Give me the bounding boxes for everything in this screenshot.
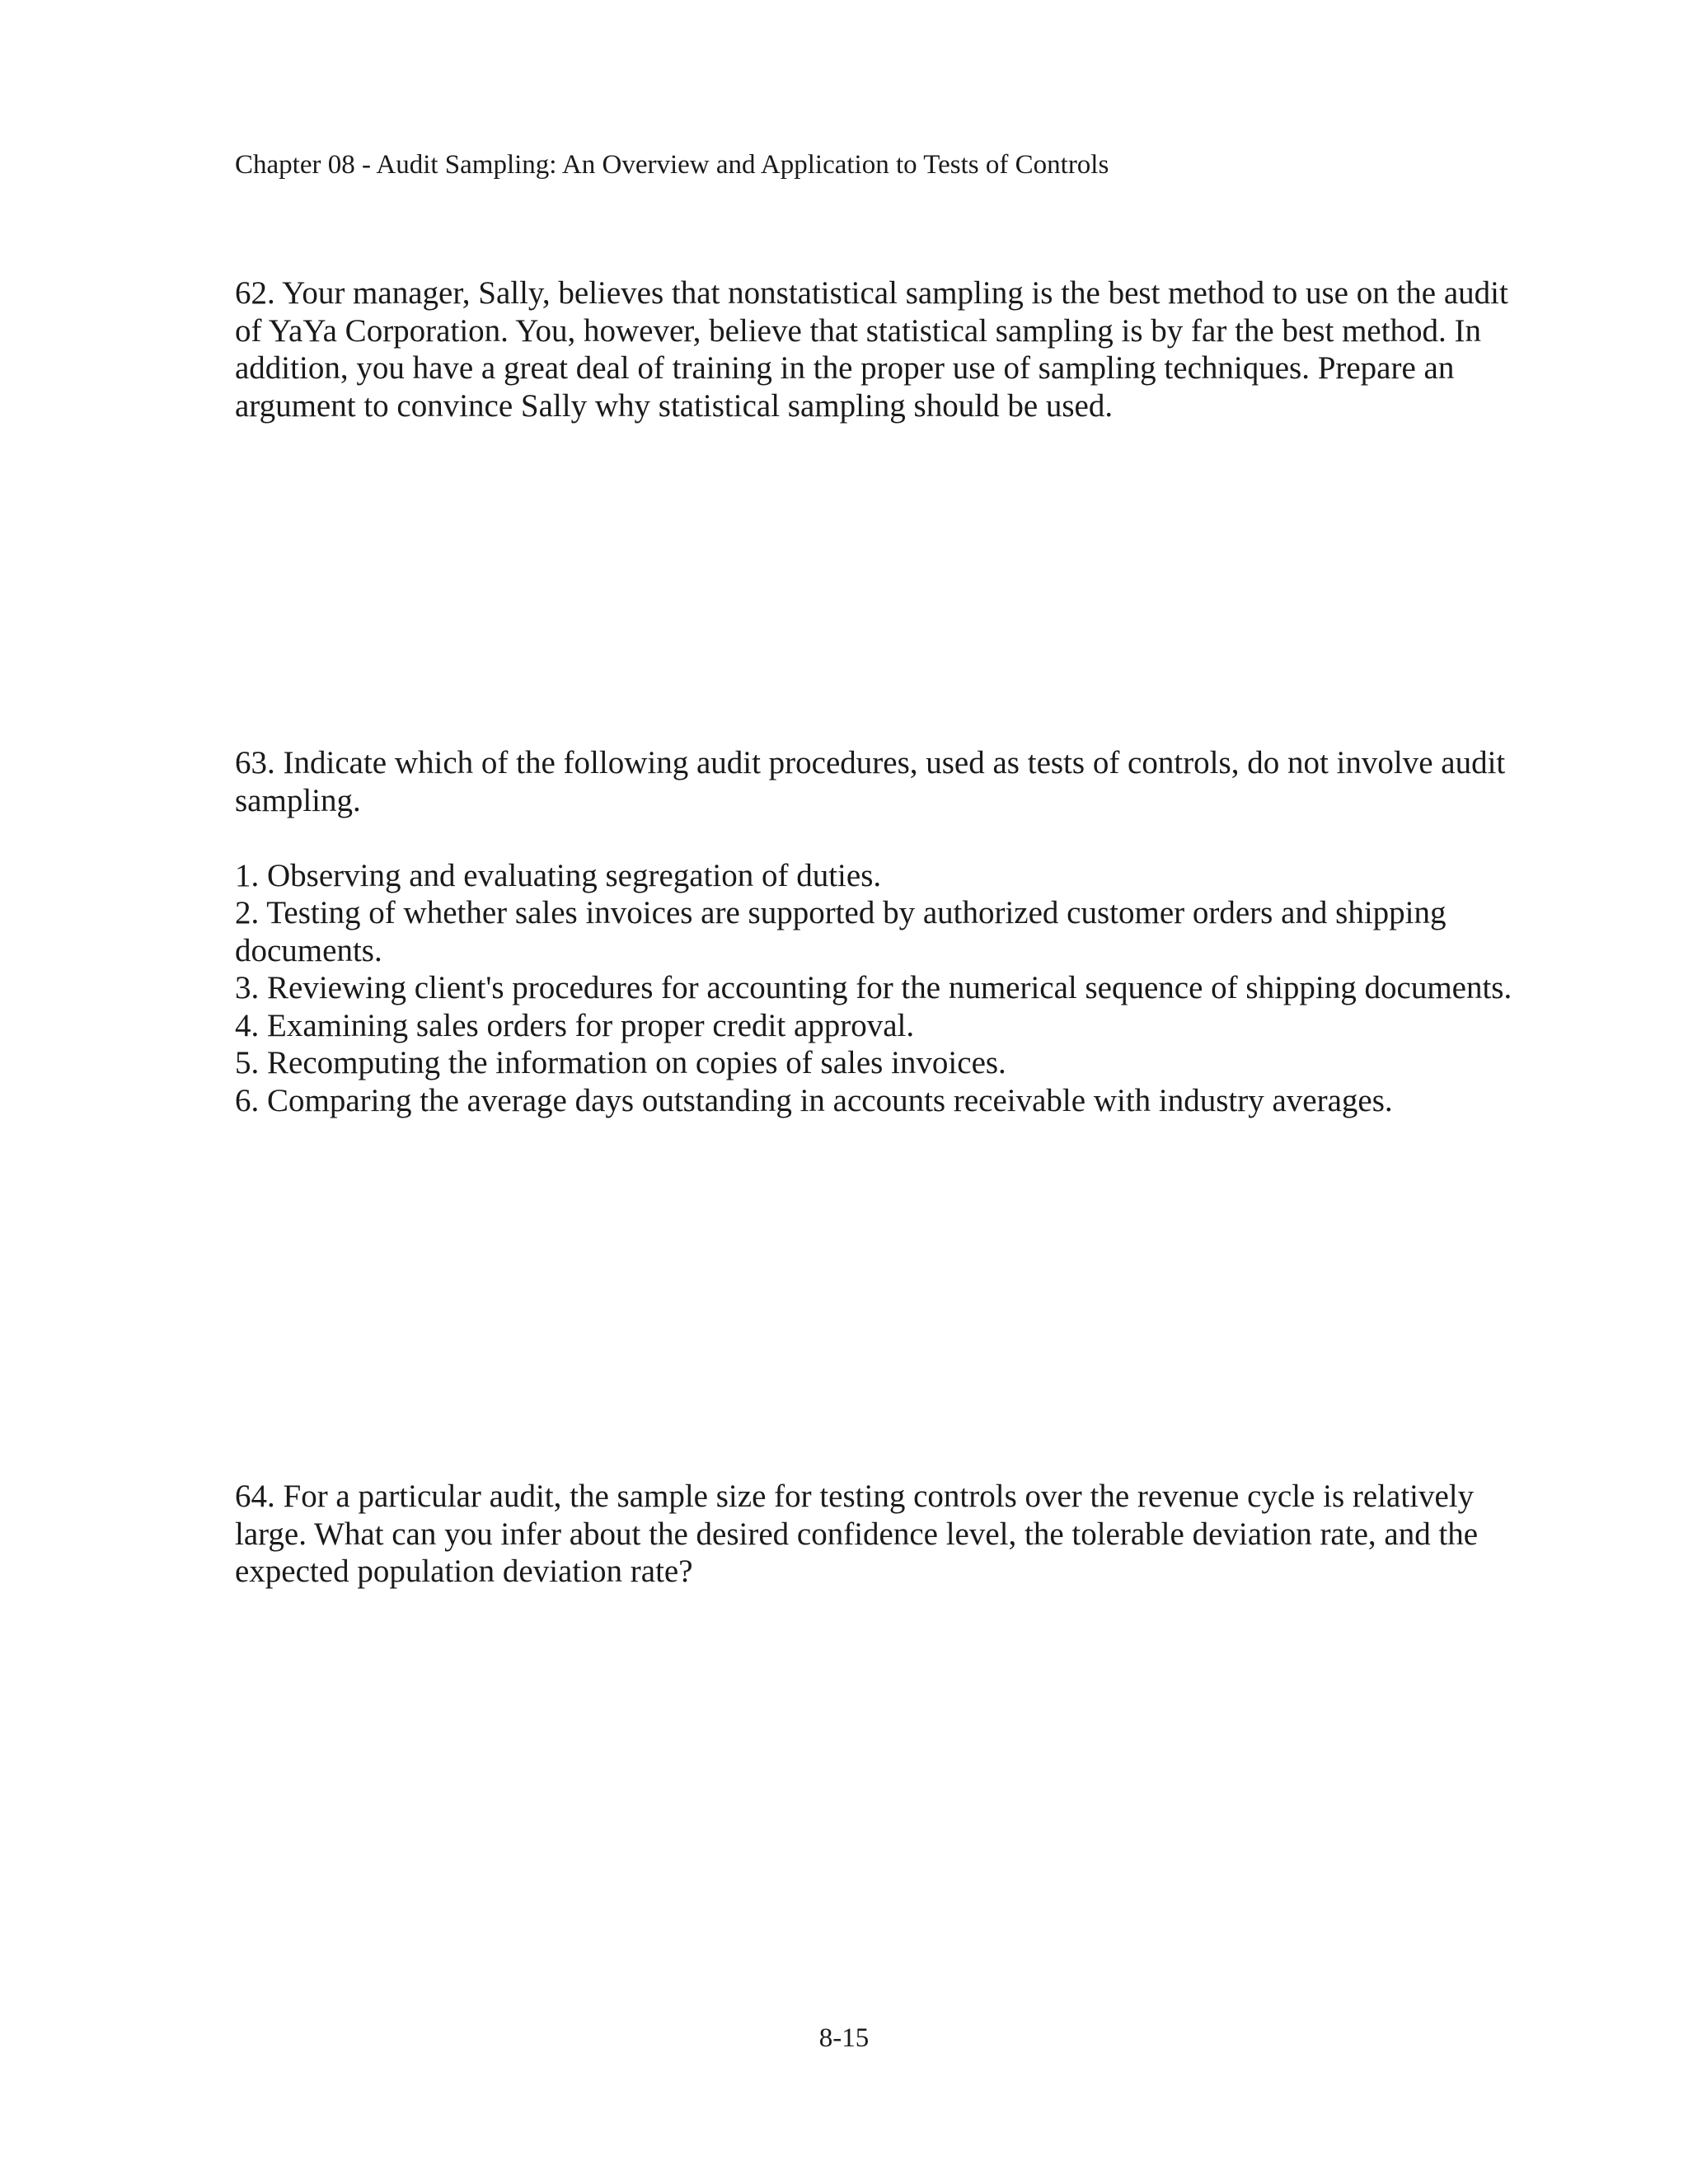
question-63 [235, 744, 1521, 1119]
page-number [0, 2020, 1688, 2056]
question-64 [235, 1478, 1521, 1591]
question-text [235, 744, 1521, 819]
list-item: 1. Observing and evaluating segregation of duties. [235, 857, 882, 893]
question-number: 64. [235, 1479, 275, 1514]
question-body: Your manager, Sally, believes that nonstatistical sampling is the best method to use on the audit of YaYa Corporation. You, however, believe that statistical sampling is by far the best method. In addition, you have a great deal of training in the proper use of sampling techniques. Prepare an argument to convince Sally why statistical sampling should be used. [235, 275, 1508, 424]
page-number-text: 8-15 [818, 2023, 870, 2053]
page-header [235, 147, 1109, 183]
chapter-title: Chapter 08 - Audit Sampling: An Overview and Application to Tests of Controls [235, 150, 1109, 180]
question-text [235, 274, 1521, 424]
question-body: Indicate which of the following audit procedures, used as tests of controls, do not involve audit sampling. [235, 745, 1506, 818]
question-number: 63. [235, 745, 275, 780]
list-item: 3. Reviewing client's procedures for accounting for the numerical sequence of shipping documents. [235, 970, 1512, 1005]
procedure-list [235, 857, 1521, 1120]
question-body: For a particular audit, the sample size for testing controls over the revenue cycle is relatively large. What can you infer about the desired confidence level, the tolerable deviation rate, and the expected population deviation rate? [235, 1479, 1479, 1589]
list-item: 6. Comparing the average days outstanding in accounts receivable with industry averages. [235, 1082, 1393, 1118]
question-number: 62. [235, 275, 275, 311]
list-item: 2. Testing of whether sales invoices are supported by authorized customer orders and shipping documents. [235, 895, 1447, 968]
question-62 [235, 274, 1521, 424]
question-text [235, 1478, 1521, 1591]
list-item: 4. Examining sales orders for proper credit approval. [235, 1007, 915, 1043]
list-item: 5. Recomputing the information on copies of sales invoices. [235, 1045, 1006, 1080]
